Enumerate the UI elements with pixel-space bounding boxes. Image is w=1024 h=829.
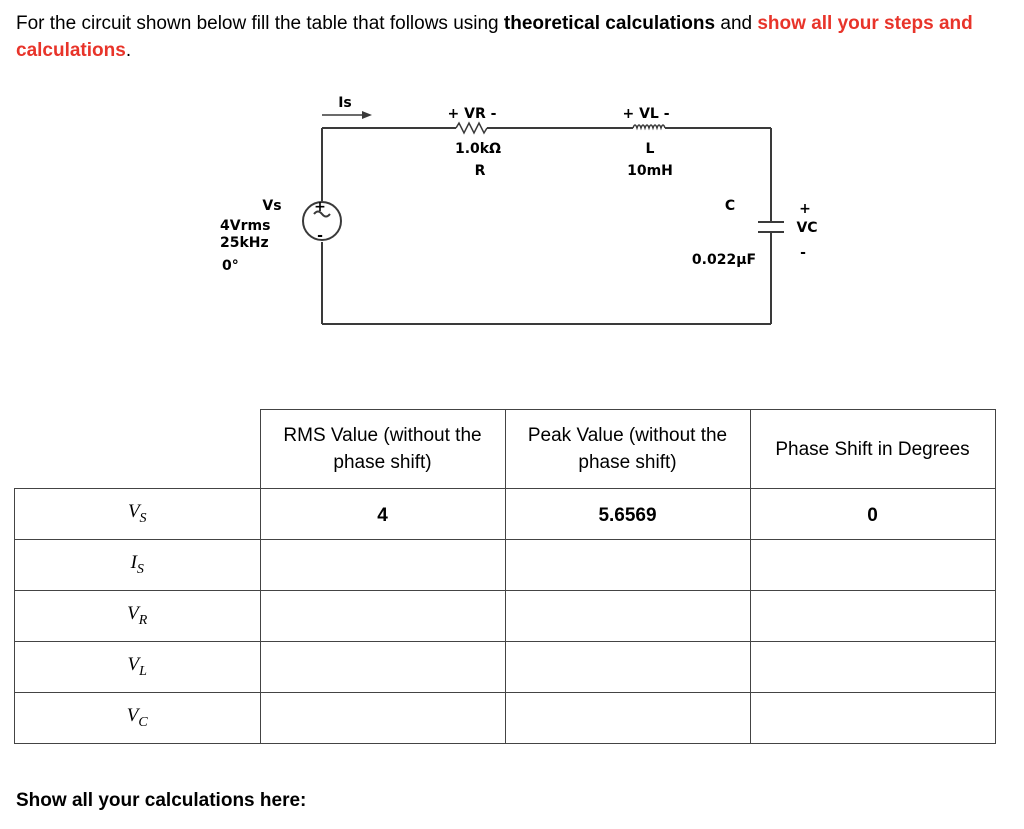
cell-vc-phase[interactable] xyxy=(750,693,995,744)
circuit-diagram xyxy=(0,0,1024,400)
row-subscript: S xyxy=(136,561,144,577)
row-label-vl xyxy=(15,642,261,693)
cell-is-phase[interactable] xyxy=(750,540,995,591)
row-label-vs xyxy=(15,489,261,540)
source-plus-sign: + xyxy=(314,199,326,215)
source-rms: 4Vrms xyxy=(220,218,271,234)
current-label: Is xyxy=(338,95,352,111)
table-row xyxy=(15,540,996,591)
capacitor-minus-sign: - xyxy=(800,245,806,261)
row-symbol: V xyxy=(126,705,139,727)
resistor-name: R xyxy=(474,163,486,179)
calculations-label: Show all your calculations here: xyxy=(16,790,307,811)
cell-vc-rms[interactable] xyxy=(260,693,505,744)
cell-vc-peak[interactable] xyxy=(505,693,750,744)
header-phase: Phase Shift in Degrees xyxy=(750,410,995,489)
row-label-vc xyxy=(15,693,261,744)
table-row xyxy=(15,591,996,642)
capacitor-voltage-label: VC xyxy=(796,220,818,236)
cell-vl-peak[interactable] xyxy=(505,642,750,693)
cell-vs-peak[interactable]: 5.6569 xyxy=(505,489,750,540)
source-phase: 0° xyxy=(222,258,239,274)
current-arrow-icon xyxy=(362,111,372,119)
cell-vl-rms[interactable] xyxy=(260,642,505,693)
table-row xyxy=(15,489,996,540)
header-peak: Peak Value (without the phase shift) xyxy=(505,410,750,489)
cell-vr-phase[interactable] xyxy=(750,591,995,642)
row-symbol: V xyxy=(127,654,140,676)
row-label-vr xyxy=(15,591,261,642)
cell-vs-phase[interactable]: 0 xyxy=(750,489,995,540)
row-symbol: V xyxy=(127,501,140,523)
cell-vs-rms[interactable]: 4 xyxy=(260,489,505,540)
table-row xyxy=(15,693,996,744)
header-rms: RMS Value (without the phase shift) xyxy=(260,410,505,489)
results-table xyxy=(14,409,996,744)
corner-cell xyxy=(15,410,261,489)
instruction-emphasis: theoretical calculations xyxy=(503,13,716,34)
row-symbol: V xyxy=(127,603,139,625)
row-subscript: S xyxy=(139,510,147,526)
cell-vr-rms[interactable] xyxy=(260,591,505,642)
source-frequency: 25kHz xyxy=(220,235,269,251)
inductor-icon xyxy=(633,125,665,128)
capacitor-name: C xyxy=(724,198,736,214)
row-subscript: L xyxy=(139,663,147,679)
table-row xyxy=(15,642,996,693)
capacitor-plus-sign: + xyxy=(799,201,811,217)
cell-is-rms[interactable] xyxy=(260,540,505,591)
inductor-value: 10mH xyxy=(627,163,673,179)
cell-is-peak[interactable] xyxy=(505,540,750,591)
source-minus-sign: - xyxy=(317,228,323,244)
instruction-part: and xyxy=(715,13,758,34)
instruction-highlight: show all your steps and calculations xyxy=(16,13,973,61)
row-symbol: I xyxy=(130,552,137,574)
resistor-value: 1.0kΩ xyxy=(454,141,502,157)
capacitor-value: 0.022µF xyxy=(691,252,757,268)
table-header-row xyxy=(15,410,996,489)
source-name: Vs xyxy=(262,198,282,214)
row-subscript: C xyxy=(138,714,148,730)
inductor-drop-label: + VL - xyxy=(622,106,670,122)
instruction-part: . xyxy=(125,40,132,61)
inductor-name: L xyxy=(645,141,655,157)
row-label-is xyxy=(15,540,261,591)
instruction-part: For the circuit shown below fill the table that follows using xyxy=(16,13,504,34)
row-subscript: R xyxy=(138,612,148,628)
resistor-drop-label: + VR - xyxy=(447,106,497,122)
cell-vl-phase[interactable] xyxy=(750,642,995,693)
resistor-icon xyxy=(456,123,487,133)
cell-vr-peak[interactable] xyxy=(505,591,750,642)
